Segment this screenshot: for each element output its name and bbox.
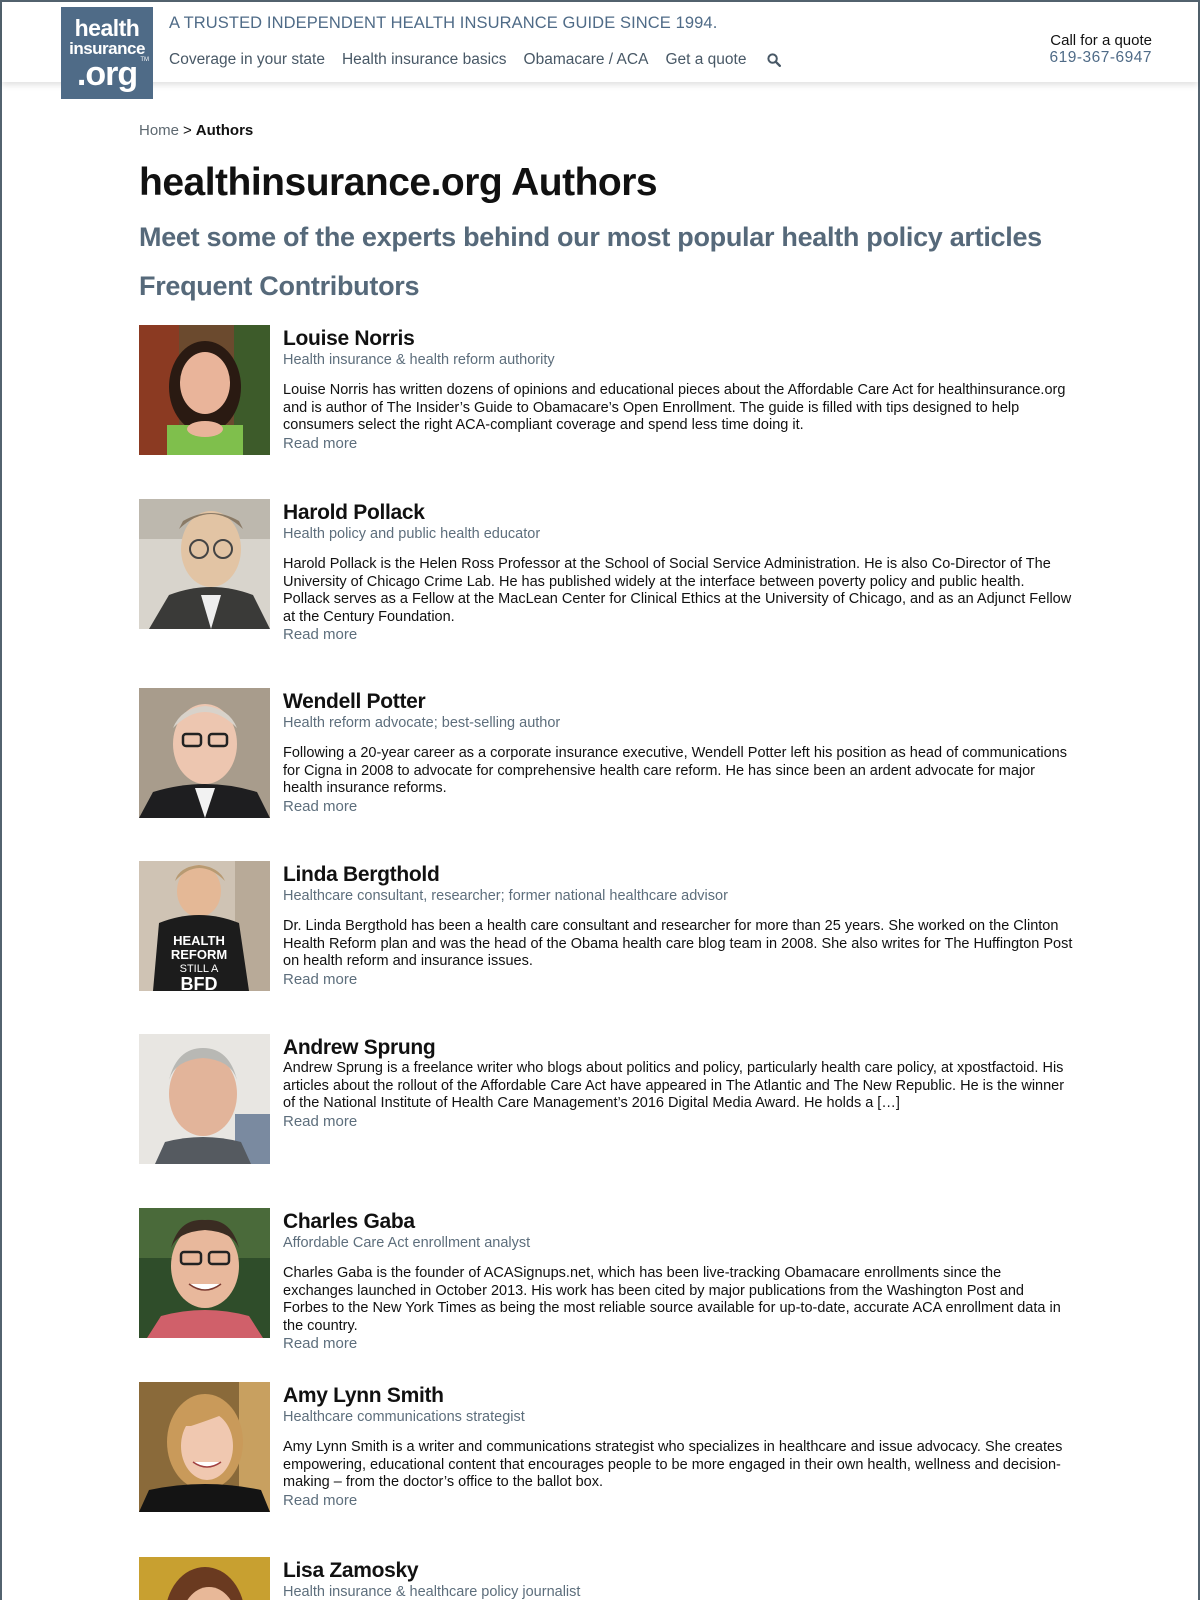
- search-icon[interactable]: [767, 53, 781, 67]
- author-name[interactable]: Amy Lynn Smith: [283, 1384, 444, 1407]
- author-role: Health insurance & health reform authority: [283, 352, 555, 368]
- author-text: [283, 327, 1073, 453]
- read-more-link[interactable]: Read more: [283, 626, 358, 643]
- author-name[interactable]: Louise Norris: [283, 327, 415, 350]
- author-photo[interactable]: [139, 1557, 270, 1600]
- author-name[interactable]: Wendell Potter: [283, 690, 426, 713]
- author-photo[interactable]: [139, 1208, 270, 1338]
- shirt-text-3: STILL A: [179, 963, 219, 975]
- phone-link[interactable]: 619-367-6947: [1049, 49, 1152, 66]
- author-name[interactable]: Linda Bergthold: [283, 863, 440, 886]
- shirt-text-2: REFORM: [170, 947, 228, 962]
- author-bio: Charles Gaba is the founder of ACASignups.net, which has been live-tracking Obamacare enrollments since the exchanges launched in October 2013. His work has been cited by major publications from the Washington Post and Forbes to the New York Times as being the most reliable source available for up-to-date, accurate ACA enrollment data in the country.: [283, 1265, 1061, 1334]
- author-role: Healthcare consultant, researcher; former national healthcare advisor: [283, 888, 728, 904]
- shirt-text-4: BFD: [180, 974, 218, 991]
- site-tagline: A TRUSTED INDEPENDENT HEALTH INSURANCE GUIDE SINCE 1994.: [169, 14, 718, 32]
- read-more-link[interactable]: Read more: [283, 1335, 358, 1352]
- author-role: Health policy and public health educator: [283, 526, 541, 542]
- author-text: [283, 690, 1073, 816]
- nav-coverage-in-your-state[interactable]: Coverage in your state: [169, 51, 325, 68]
- author-text: [283, 1210, 1073, 1353]
- site-logo[interactable]: [61, 7, 153, 99]
- author-role: Healthcare communications strategist: [283, 1409, 525, 1425]
- read-more-link[interactable]: Read more: [283, 797, 358, 815]
- author-photo[interactable]: [139, 325, 270, 455]
- author-bio: Dr. Linda Bergthold has been a health care consultant and researcher for more than 25 years. She worked on the Clinton Health Reform plan and was the head of the Obama health care blog team in 2008. She also writes for The Huffington Post on health reform and insurance issues.: [283, 918, 1073, 969]
- read-more-link[interactable]: Read more: [283, 970, 358, 988]
- read-more-link[interactable]: Read more: [283, 1112, 358, 1130]
- author-text: [283, 1559, 1073, 1600]
- author-photo[interactable]: [139, 688, 270, 818]
- author-photo[interactable]: [139, 1382, 270, 1512]
- author-name[interactable]: Harold Pollack: [283, 501, 425, 524]
- author-name[interactable]: Andrew Sprung: [283, 1036, 436, 1059]
- site-header: [2, 2, 1198, 93]
- author-role: Health insurance & healthcare policy journalist: [283, 1584, 581, 1600]
- logo-line-3: .org: [76, 55, 138, 93]
- author-text: [283, 1036, 1073, 1131]
- author-role: Affordable Care Act enrollment analyst: [283, 1235, 531, 1251]
- breadcrumb-separator: >: [183, 122, 192, 139]
- nav-health-insurance-basics[interactable]: Health insurance basics: [341, 51, 507, 68]
- logo-line-2: insurance: [69, 39, 145, 58]
- author-bio: Harold Pollack is the Helen Ross Professor at the School of Social Service Administration. He is also Co-Director of The University of Chicago Crime Lab. He has published widely at the interface between poverty policy and public health. Pollack serves as a Fellow at the MacLean Center for Clinical Ethics at the University of Chicago, and as an Adjunct Fellow at the Century Foundation.: [283, 556, 1072, 625]
- logo-line-1: health: [74, 15, 140, 41]
- author-photo[interactable]: [139, 1034, 270, 1164]
- author-role: Health reform advocate; best-selling author: [283, 715, 561, 731]
- author-name[interactable]: Charles Gaba: [283, 1210, 415, 1233]
- breadcrumb-current: Authors: [195, 122, 254, 139]
- main-content: [139, 122, 1079, 302]
- section-title: Frequent Contributors: [139, 271, 420, 301]
- logo-trademark: TM: [140, 57, 149, 63]
- author-text: [283, 1384, 1073, 1510]
- call-label: Call for a quote: [1050, 32, 1152, 49]
- page-subtitle: Meet some of the experts behind our most popular health policy articles: [139, 222, 1042, 252]
- breadcrumb: [139, 122, 1079, 139]
- author-bio: Louise Norris has written dozens of opinions and educational pieces about the Affordable Care Act for healthinsurance.org and is author of The Insider’s Guide to Obamacare’s Open Enrollment. The guide is filled with tips designed to help consumers select the right ACA-compliant coverage and spend less time doing it.: [283, 382, 1066, 433]
- read-more-link[interactable]: Read more: [283, 1491, 358, 1509]
- main-nav: [169, 51, 781, 69]
- read-more-link[interactable]: Read more: [283, 434, 358, 452]
- author-text: [283, 501, 1073, 644]
- nav-get-a-quote[interactable]: Get a quote: [665, 51, 747, 68]
- author-bio: Amy Lynn Smith is a writer and communications strategist who specializes in healthcare and issue advocacy. She creates empowering, educational content that encourages people to be more engaged in their own health, wellness and decision-making – from the doctor’s office to the ballot box.: [283, 1439, 1063, 1490]
- author-text: [283, 863, 1073, 989]
- breadcrumb-home[interactable]: Home: [139, 122, 180, 139]
- call-for-quote: [1049, 32, 1152, 67]
- author-bio: Andrew Sprung is a freelance writer who blogs about politics and policy, particularly health care policy, at xpostfactoid. His articles about the rollout of the Affordable Care Act have appeared in The Atlantic and The New Republic. He is the winner of the National Institute of Health Care Management’s 2016 Digital Media Award. He holds a […]: [283, 1060, 1065, 1111]
- author-bio: Following a 20-year career as a corporate insurance executive, Wendell Potter left his position as head of communications for Cigna in 2008 to advocate for comprehensive health care reform. He has since been an ardent advocate for major health insurance reforms.: [283, 745, 1067, 796]
- shirt-text-1: HEALTH: [173, 933, 225, 948]
- author-photo[interactable]: [139, 861, 270, 991]
- page-title: healthinsurance.org Authors: [139, 161, 658, 204]
- author-name[interactable]: Lisa Zamosky: [283, 1559, 419, 1582]
- author-photo[interactable]: [139, 499, 270, 629]
- nav-obamacare-aca[interactable]: Obamacare / ACA: [523, 51, 649, 68]
